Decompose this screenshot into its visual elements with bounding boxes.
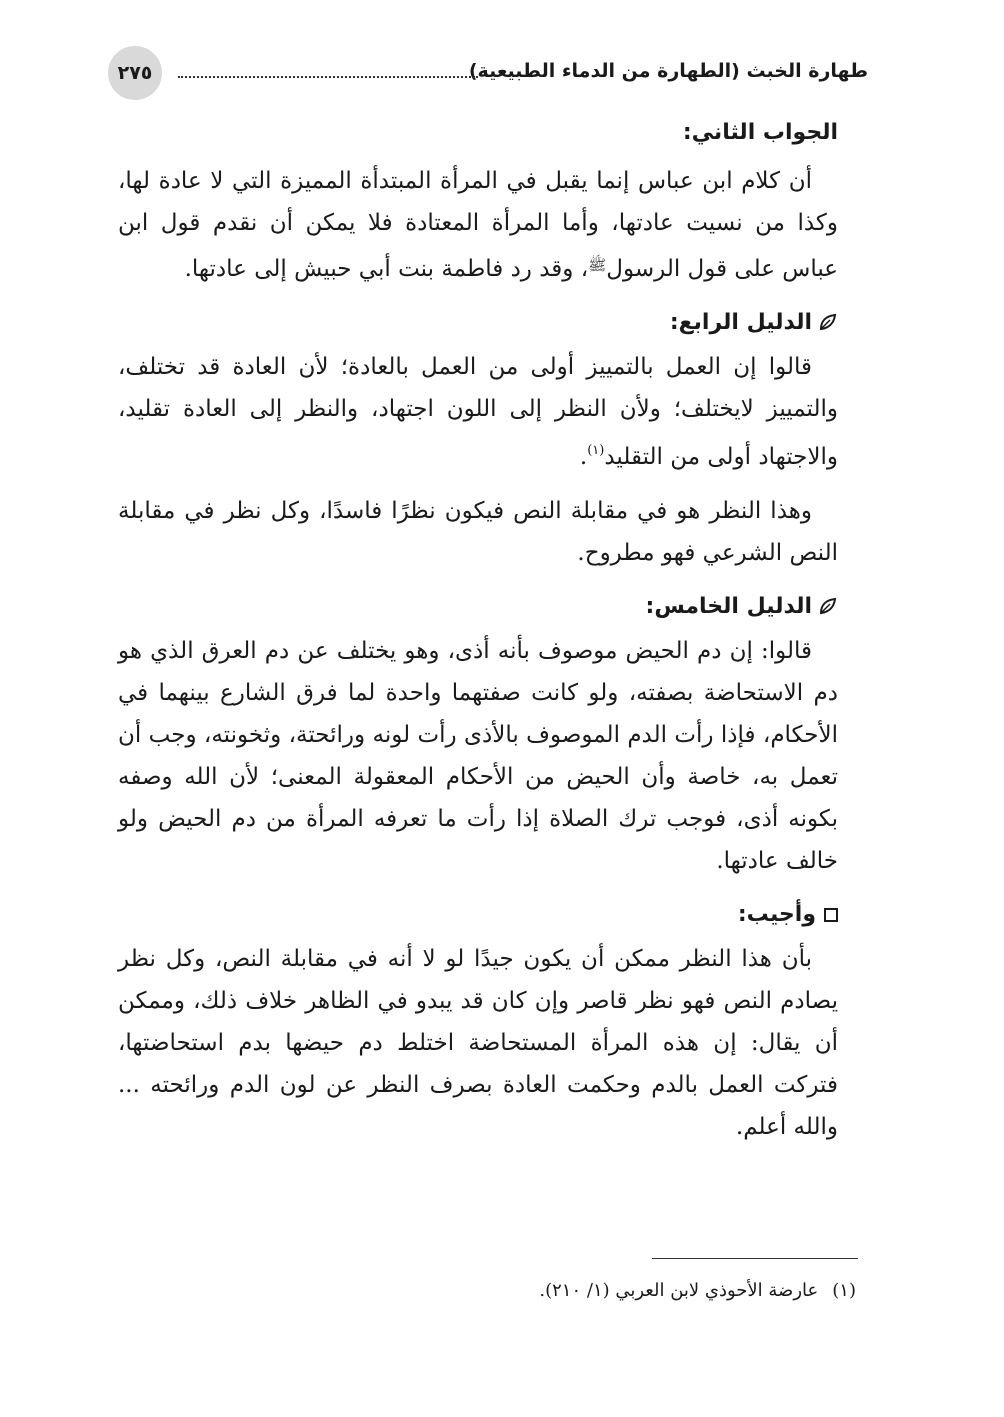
footnote-reference[interactable]: (١) xyxy=(587,443,605,458)
page-body xyxy=(118,110,838,1148)
footnote-text: عارضة الأحوذي لابن العربي (١/ ٢١٠). xyxy=(539,1280,819,1301)
heading-answered xyxy=(118,894,838,936)
leaf-icon xyxy=(818,312,838,332)
footnote-number: (١) xyxy=(832,1280,856,1301)
footnote xyxy=(300,1276,856,1306)
heading-second-answer: الجواب الثاني: xyxy=(682,120,838,145)
paragraph-1-end: ، وقد رد فاطمة بنت أبي حبيش إلى عادتها. xyxy=(184,256,589,282)
paragraph-2-end: . xyxy=(579,444,588,470)
paragraph-1-text: أن كلام ابن عباس إنما يقبل في المرأة المبتدأة المميزة التي لا عادة لها، وكذا من نسيت عادتها، وأما المرأة المعتادة فلا يمكن أن نقدم قول ابن عباس على قول الرسول xyxy=(118,168,838,282)
heading-fourth-proof-label: الدليل الرابع: xyxy=(669,310,812,335)
footnote-separator xyxy=(652,1258,858,1259)
heading-answered-label: وأجيب: xyxy=(737,902,816,927)
paragraph-2-text: قالوا إن العمل بالتمييز أولى من العمل بالعادة؛ لأن العادة قد تختلف، والتمييز لايختلف؛ ولأن النظر إلى اللون اجتهاد، والنظر إلى العادة تقليد، والاجتهاد أولى من التقليد xyxy=(118,354,838,470)
paragraph-5: بأن هذا النظر ممكن أن يكون جيدًا لو لا أنه في مقابلة النص، وكل نظر يصادم النص فهو نظر قاصر وإن كان قد يبدو في الظاهر خلاف ذلك، وممكن أن يقال: إن هذه المرأة المستحاضة اختلط دم حيضها بدم استحاضتها، فتركت العمل بالدم وحكمت العادة بصرف النظر عن لون الدم ورائحته ... والله أعلم. xyxy=(118,946,838,1140)
header-dotted-leader xyxy=(178,76,478,78)
page-number-badge: ٢٧٥ xyxy=(108,46,162,100)
paragraph-3: وهذا النظر هو في مقابلة النص فيكون نظرًا فاسدًا، وكل نظر في مقابلة النص الشرعي فهو مطروح. xyxy=(118,498,838,566)
paragraph-1 xyxy=(118,160,838,290)
paragraph-4: قالوا: إن دم الحيض موصوف بأنه أذى، وهو يختلف عن دم العرق الذي هو دم الاستحاضة بصفته، ولو كانت صفتهما واحدة لما فرق الشارع بينهما في الأحكام، فإذا رأت الدم الموصوف بالأذى رأت لونه ورائحتة، وثخونته، وجب أن تعمل به، خاصة وأن الحيض من الأحكام المعقولة المعنى؛ لأن الله وصفه بكونه أذى، فوجب ترك الصلاة إذا رأت ما تعرفه المرأة من دم الحيض ولو خالف عادتها. xyxy=(118,638,838,874)
running-title: طهارة الخبث (الطهارة من الدماء الطبيعية) xyxy=(468,60,868,82)
square-box-icon xyxy=(824,908,838,922)
salutation-mark: ﷺ xyxy=(588,256,607,274)
heading-fifth-proof xyxy=(118,586,838,628)
page-header xyxy=(108,46,868,102)
heading-fifth-proof-label: الدليل الخامس: xyxy=(645,594,812,619)
paragraph-2 xyxy=(118,346,838,478)
leaf-icon xyxy=(818,596,838,616)
heading-fourth-proof xyxy=(118,302,838,344)
